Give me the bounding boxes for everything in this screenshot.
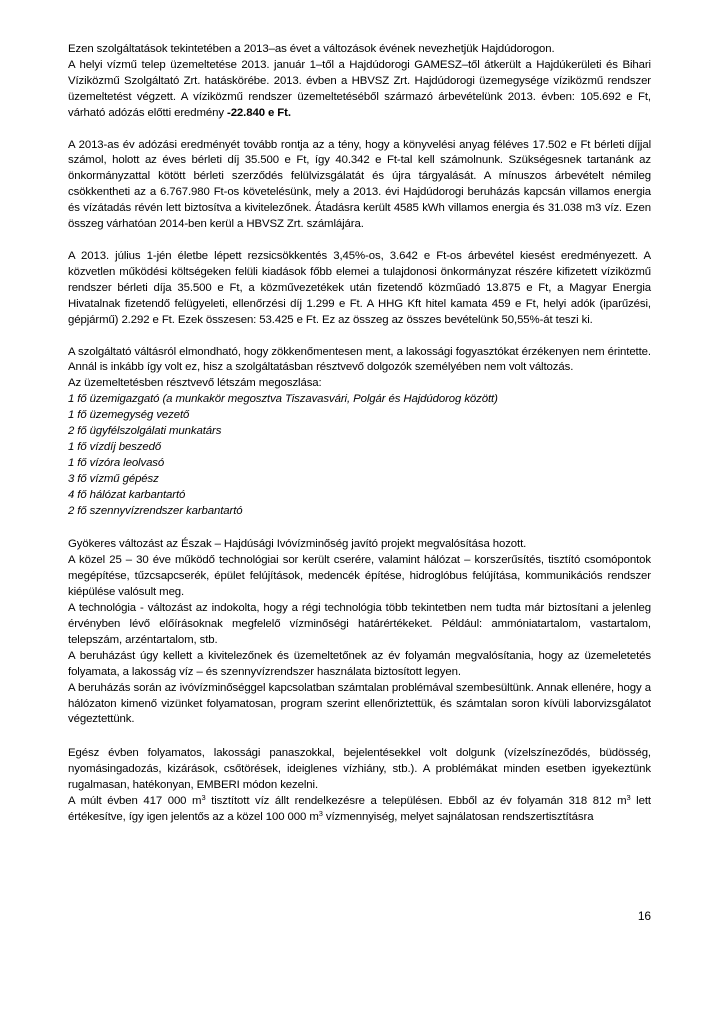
document-body bbox=[68, 42, 651, 826]
paragraph-tax-result: A 2013-as év adózási eredményét tovább rontja az a tény, hogy a könyvelési anyag féléves 17.502 e Ft bérleti díjjal számol, holott az éves bérleti díj 35.500 e Ft, így 40.342 e Ft-tal kell számolnunk. Szükségesnek tartanánk az önkormányzattal kötött bérleti szerződés felülvizsgálatát és újra tárgyalását. A mínuszos árbevételt némileg csökkentheti az a 6.767.980 Ft-os követelésünk, mely a 2013. évi Hajdúdorogi beruházás kapcsán villamos energia és vízátadás révén lett biztosítva a kivitelezőnek. Átadásra került 4585 kWh villamos energia és 31.038 m3 víz. Ezen összeg várhatóan 2014-ben kerül a HBVSZ Zrt. számlájára. bbox=[68, 138, 651, 231]
staff-list-item: 4 fő hálózat karbantartó bbox=[68, 488, 186, 501]
water-volume-text-3: lett értékesítve, így igen jelentős az a közel 100 000 m bbox=[68, 795, 651, 823]
staff-list bbox=[68, 392, 651, 519]
staff-list-item: 2 fő ügyfélszolgálati munkatárs bbox=[68, 425, 222, 438]
project-heading-line: Gyökeres változást az Észak – Hajdúsági Ivóvízminőség javító projekt megvalósítása hozott. bbox=[68, 538, 527, 551]
staff-heading: Az üzemeltetésben résztvevő létszám megoszlása: bbox=[68, 377, 322, 390]
staff-list-item: 1 fő vízóra leolvasó bbox=[68, 456, 165, 469]
paragraph-technology-replacement: A közel 25 – 30 éve működő technológiai sor került cserére, valamint hálózat – korszerűsítés, tisztító csomópontok megépítése, tűzcsapcserék, épület felújítások, medencék építése, hidroglóbus felújítása, kommunikációs rendszer kiépülése valósult meg. bbox=[68, 554, 651, 599]
water-volume-text-4: vízmennyiség, melyet sajnálatosan rendszertisztításra bbox=[322, 810, 594, 823]
expected-result-value: -22.840 e Ft. bbox=[227, 106, 291, 119]
intro-line: Ezen szolgáltatások tekintetében a 2013–as évet a változások évének nevezhetjük Hajdúdorogon. bbox=[68, 43, 555, 55]
cubic-superscript: 3 bbox=[318, 808, 323, 818]
staff-list-item: 1 fő üzemigazgató (a munkakör megosztva Tiszavasvári, Polgár és Hajdúdorog között) bbox=[68, 393, 498, 406]
staff-list-item: 2 fő szennyvízrendszer karbantartó bbox=[68, 504, 243, 517]
staff-list-item: 3 fő vízmű gépész bbox=[68, 472, 159, 485]
staff-list-item: 1 fő vízdíj beszedő bbox=[68, 440, 162, 453]
water-volume-text-2: tisztított víz állt rendelkezésre a településen. Ebből az év folyamán 318 812 m bbox=[205, 795, 627, 808]
staff-list-item: 1 fő üzemegység vezető bbox=[68, 409, 190, 422]
water-volume-text-1: A múlt évben 417 000 m bbox=[68, 795, 202, 808]
paragraph-water-volume bbox=[68, 794, 651, 826]
paragraph-provider-change: A szolgáltató váltásról elmondható, hogy zökkenőmentesen ment, a lakossági fogyasztókat érzékenyen nem érintette. Annál is inkább így volt ez, hisz a szolgáltatásban résztvevő dolgozók személyében nem volt változás. bbox=[68, 345, 651, 374]
paragraph-water-quality-problems: A beruházás során az ivóvízminőséggel kapcsolatban számtalan problémával szembesültünk. Annak ellenére, hogy a hálózaton kimenő vizünket folyamatosan, program szerint ellenőriztettük, és számtalan soron kívüli laborvizsgálatot végeztettünk. bbox=[68, 681, 651, 726]
paragraph-complaints: Egész évben folyamatos, lakossági panaszokkal, bejelentésekkel volt dolgunk (vízelszíneződés, büdösség, nyomásingadozás, kizárások, csőtörések, ideiglenes vízhiány, stb.). A problémákat minden esetben igyekeztünk rugalmasan, hatékonyan, EMBERI módon kezelni. bbox=[68, 747, 651, 792]
operation-transfer-text: A helyi vízmű telep üzemeltetése 2013. január 1–től a Hajdúdorogi GAMESZ–től átkerült a Hajdúkerületi és Bihari Víziközmű Szolgáltató Zrt. hatáskörébe. 2013. évben a HBVSZ Zrt. Hajdúdorogi üzemegysége víziközmű rendszer üzemeltetést végzett. A víziközmű rendszer üzemeltetéséből származó árbevételünk 2013. évben: 105.692 e Ft, várható adózás előtti eredmény bbox=[68, 58, 651, 119]
paragraph-investment-execution: A beruházást úgy kellett a kivitelezőnek és üzemeltetőnek az év folyamán megvalósítania, hogy az üzemeletetés folyamata, a lakosság víz – és szennyvízrendszer használata biztosított legyen. bbox=[68, 649, 651, 678]
cubic-superscript: 3 bbox=[201, 793, 206, 803]
paragraph-utility-cut: A 2013. július 1-jén életbe lépett rezsicsökkentés 3,45%-os, 3.642 e Ft-os árbevétel kiesést eredményezett. A közvetlen működési költségeken felüli kiadások főbb elemei a tulajdonosi önkormányzat részére kifizetett víziközmű rendszer bérleti díja 35.500 e Ft, a közművezetékek után fizetendő közműadó 13.875 e Ft, a Magyar Energia Hivatalnak fizetendő felügyeleti, ellenőrzési díj 1.299 e Ft. A HHG Kft hitel kamata 459 e Ft, helyi adók (iparűzési, gépjármű) 2.292 e Ft. Ezek összesen: 53.425 e Ft. Ez az összeg az összes bevételünk 50,55%-át teszi ki. bbox=[68, 249, 651, 326]
cubic-superscript: 3 bbox=[626, 793, 631, 803]
paragraph-operation-transfer bbox=[68, 58, 651, 122]
page-number: 16 bbox=[637, 909, 651, 923]
paragraph-technology-reason: A technológia - változást az indokolta, hogy a régi technológia több tekintetben nem tudta már biztosítani a jelenleg érvényben lévő előírásoknak megfelelő vízminőségi határértékeket. Például: ammóniatartalom, vastartalom, telepszám, arzéntartalom, stb. bbox=[68, 602, 651, 646]
